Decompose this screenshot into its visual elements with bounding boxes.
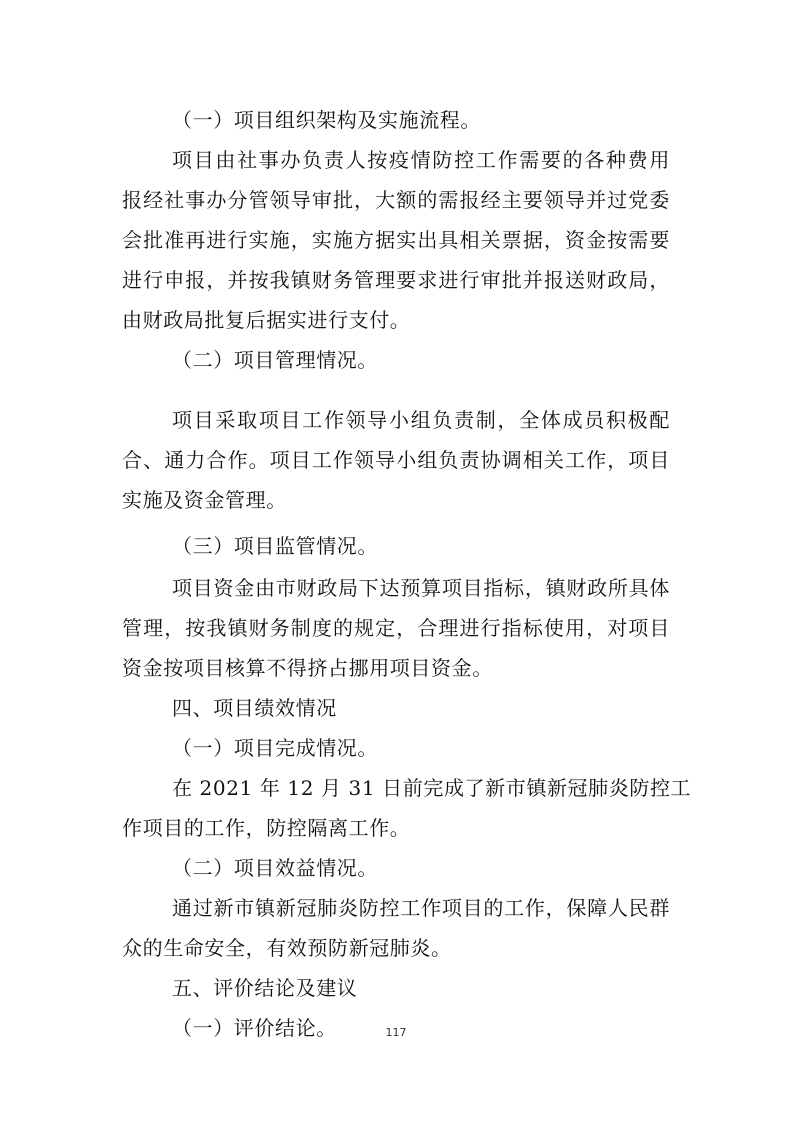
paragraph-line: 进行申报，并按我镇财务管理要求进行审批并报送财政局， (122, 268, 670, 292)
paragraph-line: 合、通力合作。项目工作领导小组负责协调相关工作，项目 (122, 448, 670, 472)
heading-project-management: （二）项目管理情况。 (172, 348, 378, 372)
paragraph-line: 资金按项目核算不得挤占挪用项目资金。 (122, 656, 493, 680)
paragraph-line: 通过新市镇新冠肺炎防控工作项目的工作，保障人民群 (172, 896, 670, 920)
paragraph-line: 由财政局批复后据实进行支付。 (122, 308, 411, 332)
section-heading-performance: 四、项目绩效情况 (172, 696, 337, 720)
paragraph-line: 项目资金由市财政局下达预算项目指标，镇财政所具体 (172, 576, 670, 600)
paragraph-line: 项目采取项目工作领导小组负责制，全体成员积极配 (172, 408, 670, 432)
paragraph-line: 报经社事办分管领导审批，大额的需报经主要领导并过党委 (122, 188, 670, 212)
paragraph-line: 管理，按我镇财务制度的规定，合理进行指标使用，对项目 (122, 616, 670, 640)
paragraph-line: 会批准再进行实施，实施方据实出具相关票据，资金按需要 (122, 228, 670, 252)
paragraph-line: 项目由社事办负责人按疫情防控工作需要的各种费用 (172, 148, 670, 172)
heading-evaluation-conclusion: （一）评价结论。 (172, 1016, 337, 1040)
heading-benefits: （二）项目效益情况。 (172, 856, 378, 880)
heading-completion: （一）项目完成情况。 (172, 736, 378, 760)
page-number: 117 (385, 1026, 407, 1039)
heading-project-supervision: （三）项目监管情况。 (172, 534, 378, 558)
paragraph-line: 实施及资金管理。 (122, 488, 287, 512)
paragraph-line: 众的生命安全，有效预防新冠肺炎。 (122, 936, 452, 960)
paragraph-line: 在 2021 年 12 月 31 日前完成了新市镇新冠肺炎防控工 (172, 776, 692, 800)
paragraph-line: 作项目的工作，防控隔离工作。 (122, 816, 411, 840)
heading-org-structure: （一）项目组织架构及实施流程。 (172, 108, 481, 132)
section-heading-conclusion: 五、评价结论及建议 (172, 976, 358, 1000)
